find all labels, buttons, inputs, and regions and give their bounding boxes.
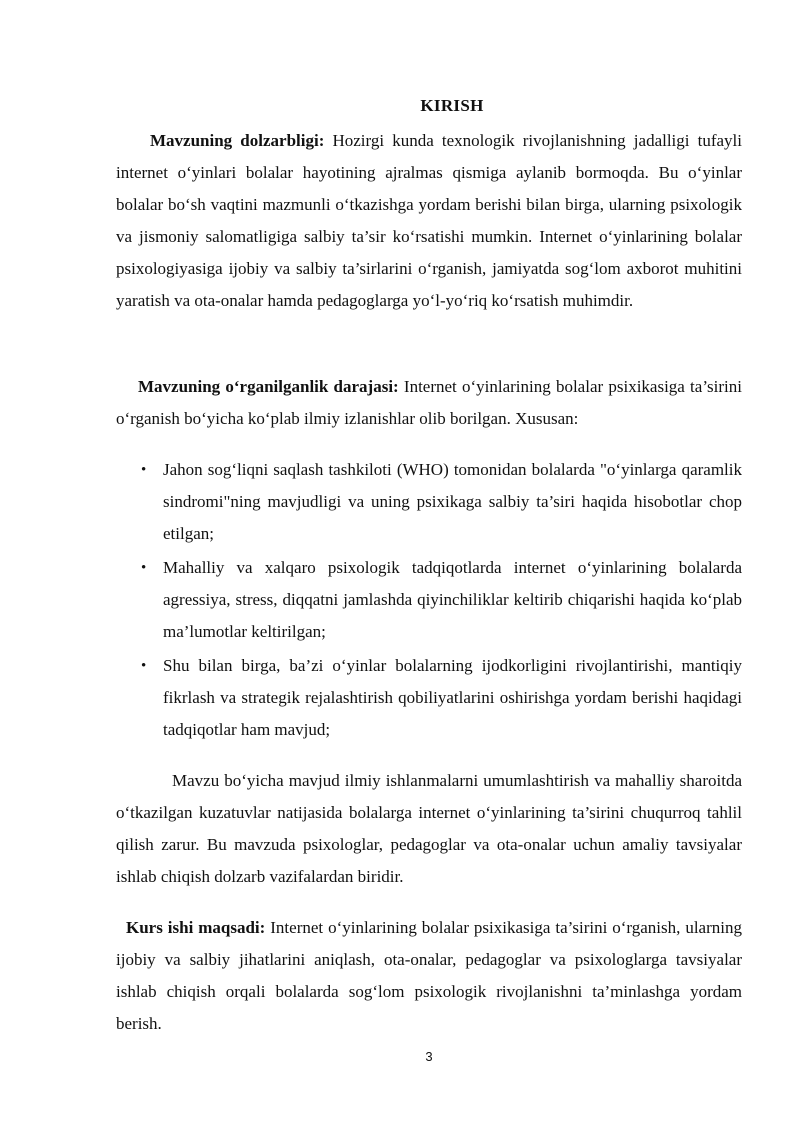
list-item-text: Jahon sog‘liqni saqlash tashkiloti (WHO) tomonidan bolalarda "o‘yinlarga qaramlik sindromi"ning mavjudligi va uning psixikaga salbiy ta’siri haqida hisobotlar chop etilgan; bbox=[163, 460, 742, 543]
paragraph-maqsad bbox=[116, 912, 742, 1040]
paragraph-text: Internet o‘yinlarining bolalar psixikasiga ta’sirini o‘rganish, ularning ijobiy va salbiy jihatlarini aniqlash, ota-onalar, pedagoglar va psixologlarga tavsiyalar ishlab chiqish orqali bolalarda sog‘lom psixologik rivojlanishni ta’minlashga yordam berish. bbox=[116, 918, 742, 1033]
page-number: 3 bbox=[425, 1049, 433, 1064]
list-item bbox=[141, 454, 742, 550]
paragraph-label: Mavzuning dolzarbligi: bbox=[150, 131, 325, 150]
bullet-icon: • bbox=[141, 560, 147, 576]
list-item bbox=[141, 552, 742, 648]
bullet-list bbox=[141, 454, 742, 748]
bullet-icon: • bbox=[141, 658, 147, 674]
paragraph-dolzarbligi bbox=[116, 125, 742, 317]
page-title: KIRISH bbox=[420, 96, 484, 115]
paragraph-text: Hozirgi kunda texnologik rivojlanishning jadalligi tufayli internet o‘yinlari bolalar hayotining ajralmas qismiga aylanib bormoqda. Bu o‘yinlar bolalar bo‘sh vaqtini mazmunli o‘tkazishga yordam berishi bilan birga, ularning psixologik va jismoniy salomatligiga salbiy ta’sir ko‘rsatishi mumkin. Internet o‘yinlarining bolalar psixologiyasiga ijobiy va salbiy ta’sirlarini o‘rganish, jamiyatda sog‘lom axborot muhitini yaratish va ota-onalar hamda pedagoglarga yo‘l-yo‘riq ko‘rsatish muhimdir. bbox=[116, 131, 742, 310]
bullet-icon: • bbox=[141, 462, 147, 478]
paragraph-label: Mavzuning o‘rganilganlik darajasi: bbox=[138, 377, 399, 396]
paragraph-summary: Mavzu bo‘yicha mavjud ilmiy ishlanmalarni umumlashtirish va mahalliy sharoitda o‘tkazilgan kuzatuvlar natijasida bolalarga internet o‘yinlarining ta’sirini chuqurroq tahlil qilish zarur. Bu mavzuda psixologlar, pedagoglar va ota-onalar uchun amaliy tavsiyalar ishlab chiqish dolzarb vazifalardan biridir. bbox=[116, 771, 742, 886]
list-item-text: Shu bilan birga, ba’zi o‘yinlar bolalarning ijodkorligini rivojlantirishi, mantiqiy fikrlash va strategik rejalashtirish qobiliyatlarini oshirishga yordam berishi haqidagi tadqiqotlar ham mavjud; bbox=[163, 656, 742, 739]
paragraph-label: Kurs ishi maqsadi: bbox=[126, 918, 266, 937]
paragraph-text: Internet o‘yinlarining bolalar psixikasiga ta’sirini o‘rganish bo‘yicha ko‘plab ilmiy izlanishlar olib borilgan. Xususan: bbox=[116, 377, 742, 428]
list-item bbox=[141, 650, 742, 746]
paragraph-organilganlik bbox=[116, 371, 742, 435]
list-item-text: Mahalliy va xalqaro psixologik tadqiqotlarda internet o‘yinlarining bolalarda agressiya, stress, diqqatni jamlashda qiyinchiliklar keltirib chiqarishi haqida ko‘plab ma’lumotlar keltirilgan; bbox=[163, 558, 742, 641]
